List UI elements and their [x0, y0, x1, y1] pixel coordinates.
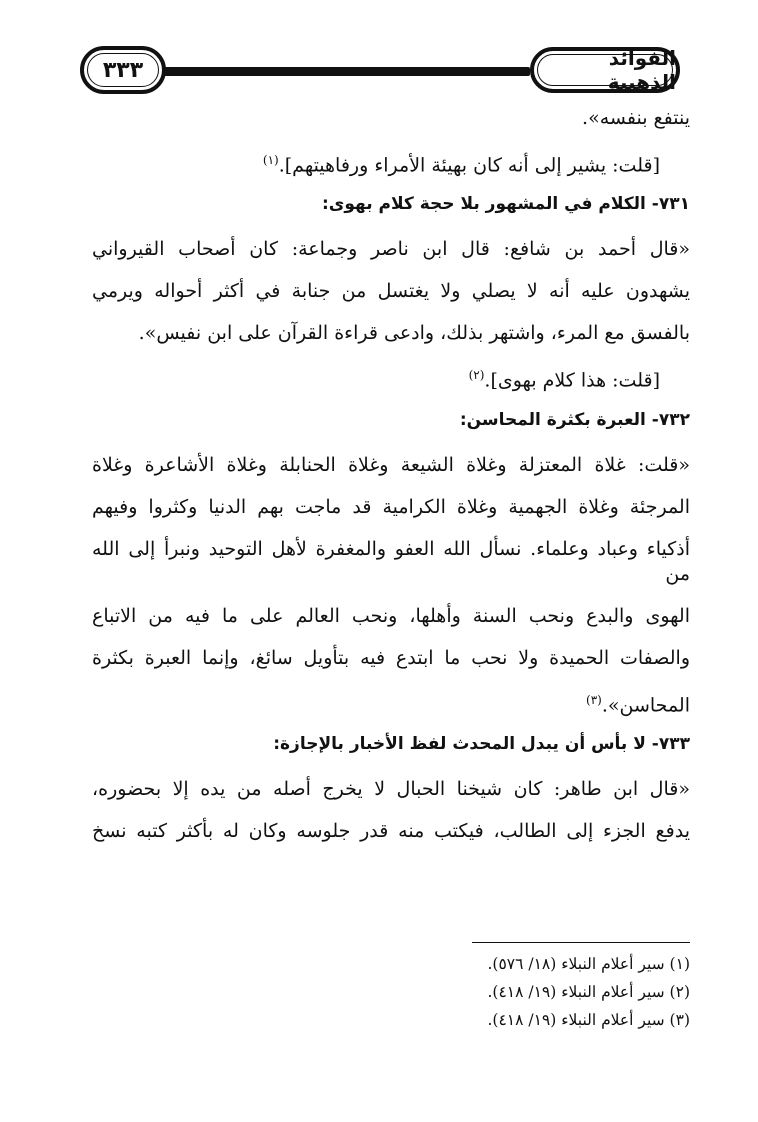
book-title: الفوائد الذهبية: [530, 47, 680, 93]
text-line: الهوى والبدع ونحب السنة وأهلها، ونحب العالم على ما فيه من الاتباع: [92, 604, 690, 627]
editor-comment: [92, 148, 690, 178]
text-line: يشهدون عليه أنه لا يصلي ولا يغتسل من جنابة في أكثر أحواله ويرمي: [92, 280, 690, 303]
section-heading-731: ٧٣١- الكلام في المشهور بلا حجة كلام بهوى:: [322, 194, 690, 215]
footnote-1: (١) سير أعلام النبلاء (١٨/ ٥٧٦).: [487, 955, 690, 973]
page-header: [80, 44, 680, 98]
footnote-ref: (١): [262, 153, 279, 167]
text-line: المرجئة وغلاة الجهمية وغلاة الكرامية قد ماجت بهم الدنيا وكثروا وفيهم: [92, 495, 690, 518]
text-line: بالفسق مع المرء، واشتهر بذلك، وادعى قراءة القرآن على ابن نفيس».: [138, 322, 690, 345]
section-heading-732: ٧٣٢- العبرة بكثرة المحاسن:: [459, 409, 690, 430]
footnote-ref: (٣): [586, 692, 602, 707]
text-line: «قلت: غلاة المعتزلة وغلاة الشيعة وغلاة الحنابلة وغلاة الأشاعرة وغلاة: [92, 453, 690, 476]
editor-comment: [92, 363, 690, 393]
header-rule: [150, 67, 530, 76]
text-line: يدفع الجزء إلى الطالب، فيكتب منه قدر جلوسه وكان له بأكثر كتبه نسخ: [92, 819, 690, 842]
footnotes: [487, 954, 690, 1038]
text-line: «قال أحمد بن شافع: قال ابن ناصر وجماعة: كان أصحاب القيرواني: [92, 238, 690, 261]
section-heading-733: ٧٣٣- لا بأس أن يبدل المحدث لفظ الأخبار بالإجازة:: [273, 733, 690, 754]
page-number: ٣٣٣: [80, 46, 166, 94]
paragraph-733: [92, 777, 690, 844]
continuation-paragraph: [92, 106, 690, 178]
text-line: «قال ابن طاهر: كان شيخنا الحبال لا يخرج أصله من يده إلا بحضوره،: [92, 777, 690, 800]
page-body: [92, 106, 690, 858]
footnote-separator: [472, 942, 690, 943]
footnote-3: (٣) سير أعلام النبلاء (١٩/ ٤١٨).: [487, 1011, 690, 1029]
text-line: ينتفع بنفسه».: [582, 107, 690, 129]
comment-text: [قلت: يشير إلى أنه كان بهيئة الأمراء ورفاهيتهم].: [278, 154, 660, 177]
text-line: والصفات الحميدة ولا نحب ما ابتدع فيه بتأويل سائغ، وإنما العبرة بكثرة: [92, 646, 690, 669]
footnote-ref: (٢): [468, 368, 485, 383]
text-line: [92, 688, 690, 718]
last-line-text: المحاسن».: [601, 693, 690, 716]
text-line: أذكياء وعباد وعلماء. نسأل الله العفو والمغفرة لأهل التوحيد ونبرأ إلى الله من: [92, 537, 690, 585]
footnote-2: (٢) سير أعلام النبلاء (١٩/ ٤١٨).: [487, 983, 690, 1001]
comment-text: [قلت: هذا كلام بهوى].: [484, 369, 660, 392]
paragraph-732: [92, 453, 690, 718]
paragraph-731: [92, 237, 690, 393]
